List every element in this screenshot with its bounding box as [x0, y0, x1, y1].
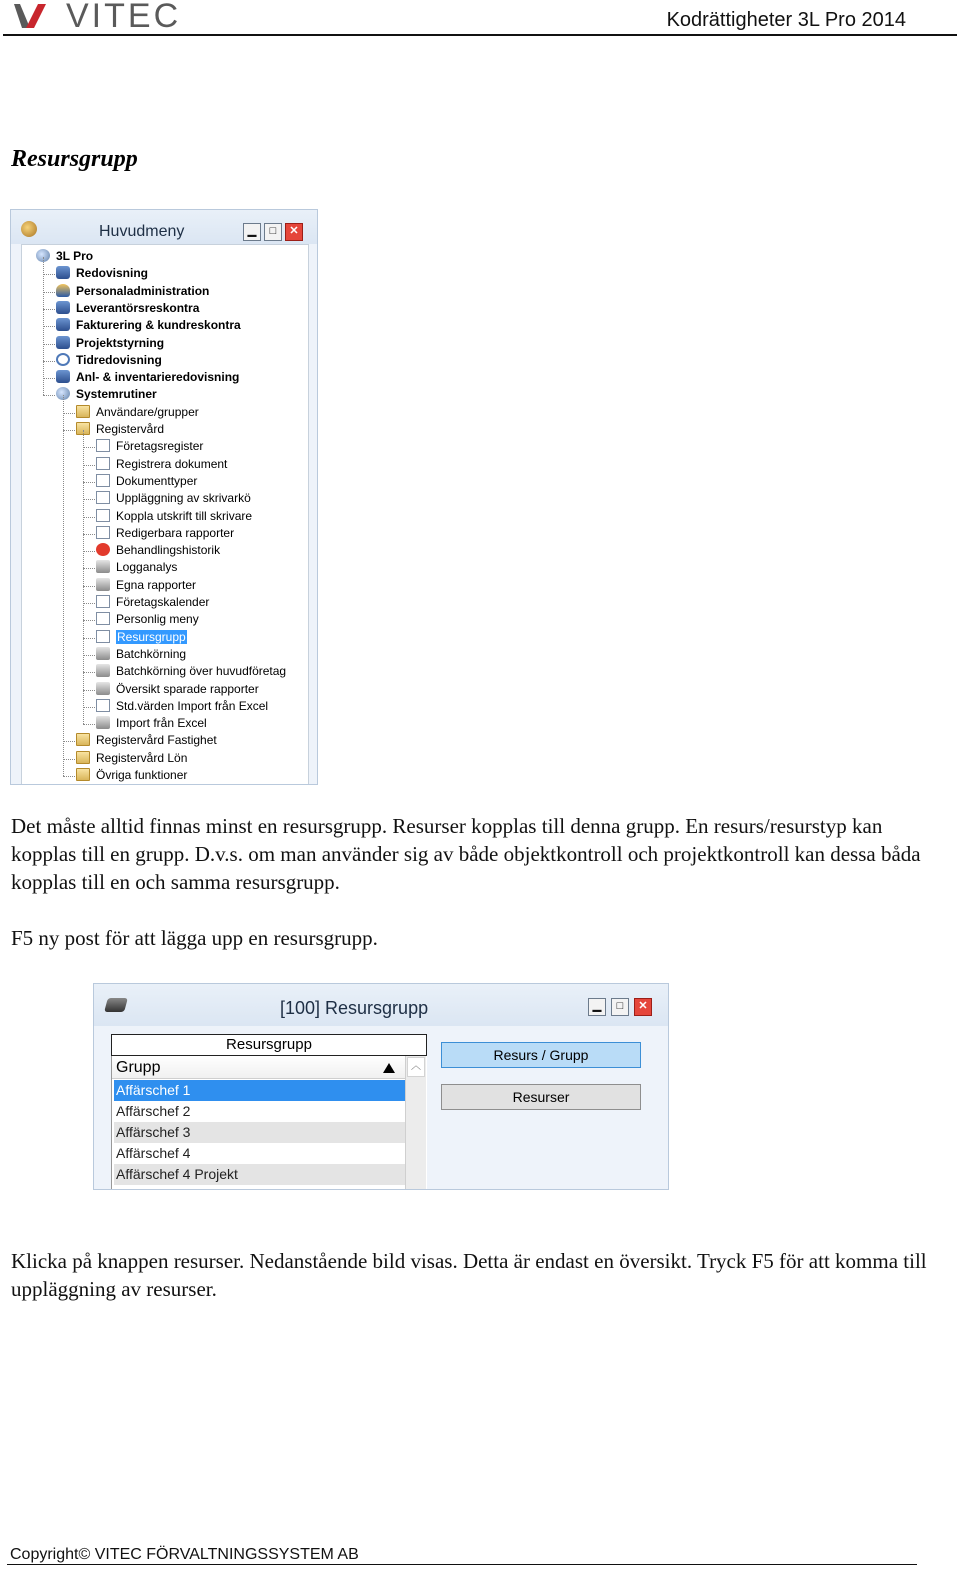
close-button[interactable]: ✕ [634, 998, 652, 1016]
tree-item[interactable] [96, 629, 187, 646]
tree-item-label: Systemrutiner [76, 387, 157, 402]
tree-connector [63, 741, 75, 742]
printer-icon [96, 647, 110, 660]
printer-icon [96, 664, 110, 677]
tree-connector [83, 551, 95, 552]
tree-item[interactable] [96, 559, 177, 576]
doc-icon [96, 509, 110, 522]
tree-connector [83, 499, 95, 500]
tree-item[interactable] [96, 594, 209, 611]
tree-connector [83, 482, 95, 483]
maximize-button[interactable]: □ [611, 998, 629, 1016]
tree-item-label: Personlig meny [116, 612, 199, 627]
project-icon [56, 336, 70, 349]
doc-icon [96, 439, 110, 452]
customers-icon [56, 318, 70, 331]
tree-item-label: Batchkörning över huvudföretag [116, 664, 287, 679]
group-row[interactable]: Affärschef 1 [114, 1080, 405, 1101]
tree-item[interactable] [96, 542, 220, 559]
tree-connector [83, 465, 95, 466]
minimize-button[interactable]: ▁ [243, 223, 261, 241]
resursgrupp-window [93, 983, 669, 1190]
tree-item[interactable] [96, 681, 259, 698]
folder-icon [76, 733, 90, 746]
ledger-icon [56, 266, 70, 279]
tree-item-label: Egna rapporter [116, 577, 197, 592]
doc-icon [96, 612, 110, 625]
tree-item-label: Registrera dokument [116, 456, 228, 471]
tree-item[interactable] [96, 473, 197, 490]
paragraph-resurser: Klicka på knappen resurser. Nedanstående bild visas. Detta är endast en översikt. Tryck F5 för att komma till uppläggning av resurser. [11, 1249, 927, 1301]
tree-connector [63, 413, 75, 414]
tree-folder[interactable] [76, 404, 199, 421]
tree-module[interactable] [56, 335, 164, 352]
tree-item[interactable] [96, 698, 268, 715]
tree-module[interactable] [56, 300, 199, 317]
tree-folder[interactable] [76, 767, 187, 784]
section-title: Resursgrupp [11, 146, 138, 172]
sort-ascending-icon [383, 1063, 395, 1073]
minimize-button[interactable]: ▁ [588, 998, 606, 1016]
tree-item-label: Redovisning [76, 266, 149, 281]
supplier-icon [56, 301, 70, 314]
person-icon [56, 284, 70, 297]
tree-folder[interactable] [76, 732, 217, 749]
group-row[interactable]: Affärschef 4 [116, 1145, 191, 1161]
resurser-button[interactable]: Resurser [441, 1084, 641, 1110]
tree-connector [83, 690, 95, 691]
tree-item[interactable] [96, 663, 286, 680]
window-title: [100] Resursgrupp [280, 998, 429, 1018]
tree-connector [83, 517, 95, 518]
tree-item-label: Användare/grupper [96, 404, 199, 419]
doc-icon [96, 474, 110, 487]
tree-connector [43, 292, 55, 293]
tree-item[interactable] [96, 490, 251, 507]
tree-item-label: Företagskalender [116, 595, 210, 609]
tree-item-label: Behandlingshistorik [116, 543, 221, 558]
doc-icon [96, 457, 110, 470]
window-title: Huvudmeny [99, 223, 185, 240]
tree-item-label: Redigerbara rapporter [116, 525, 235, 540]
maximize-button[interactable]: □ [264, 223, 282, 241]
tree-item[interactable] [96, 646, 186, 663]
tree-item[interactable] [96, 577, 196, 594]
vertical-scrollbar[interactable] [405, 1056, 426, 1190]
printer-icon [96, 682, 110, 695]
doc-icon [96, 630, 110, 643]
tree-connector [83, 707, 95, 708]
tree-connector [83, 568, 95, 569]
vitec-logo [12, 0, 212, 32]
tree-item-label: Leverantörsreskontra [76, 300, 200, 315]
window-titlebar[interactable] [94, 984, 668, 1026]
tree-item-label: Tidredovisning [76, 352, 162, 367]
tree-item-label: Registervård Lön [96, 750, 188, 765]
tree-module[interactable] [56, 369, 239, 386]
app-icon [21, 221, 37, 237]
tree-item[interactable] [96, 456, 227, 473]
tree-item-label: Import från Excel [116, 716, 207, 731]
column-header-grupp[interactable] [112, 1056, 405, 1079]
group-row[interactable]: Affärschef 4 Projekt [114, 1164, 405, 1185]
tree-connector [83, 655, 95, 656]
close-button[interactable]: ✕ [285, 223, 303, 241]
app-icon [104, 998, 128, 1012]
tree-item-label: Batchkörning [116, 646, 187, 661]
tree-connector [43, 309, 55, 310]
header-divider [3, 34, 957, 36]
tree-item-label: Dokumenttyper [116, 473, 198, 488]
tree-module[interactable] [56, 352, 162, 369]
footer-copyright: Copyright© VITEC FÖRVALTNINGSSYSTEM AB [10, 1546, 359, 1563]
doc-icon [96, 491, 110, 504]
doc-icon [96, 699, 110, 712]
tree-root[interactable] [36, 248, 93, 265]
tree-connector [63, 395, 64, 776]
group-row[interactable]: Affärschef 2 [116, 1103, 191, 1119]
clock-icon [56, 353, 70, 366]
tree-item-label: Registervård [96, 422, 165, 436]
tree-item-label: Registervård Fastighet [96, 733, 217, 748]
page-header [0, 0, 960, 38]
tree-item-label: Företagsregister [116, 439, 204, 454]
tree-item-label: Projektstyrning [76, 335, 165, 350]
footer-divider [7, 1564, 917, 1565]
assets-icon [56, 370, 70, 383]
tree-item-label: Övriga funktioner [96, 768, 188, 782]
resurs-grupp-button[interactable]: Resurs / Grupp [441, 1042, 641, 1068]
tree-item-label: Anl- & inventarieredovisning [76, 370, 240, 385]
scroll-up-arrow-icon[interactable]: ︿ [407, 1057, 425, 1077]
tree-connector [83, 724, 95, 725]
tree-connector [43, 326, 55, 327]
tree-item[interactable] [96, 508, 252, 525]
tree-item-label: Personaladministration [76, 283, 210, 298]
tree-module[interactable] [56, 283, 209, 300]
tree-connector [83, 430, 84, 724]
tree-item-label: Fakturering & kundreskontra [76, 318, 241, 333]
tree-item-label: Uppläggning av skrivarkö [116, 491, 251, 506]
group-row[interactable]: Affärschef 3 [114, 1122, 405, 1143]
tree-item-label: Logganalys [116, 560, 178, 575]
paragraph-f5: F5 ny post för att lägga upp en resursgrupp. [11, 926, 378, 950]
tree-connector [83, 534, 95, 535]
doc-icon [96, 526, 110, 539]
folder-icon [76, 768, 90, 781]
menu-tree [21, 244, 309, 785]
tree-connector [43, 395, 55, 396]
tree-connector [43, 274, 55, 275]
tree-connector [83, 620, 95, 621]
folder-icon [76, 405, 90, 418]
printer-icon [96, 578, 110, 591]
tree-item[interactable] [96, 715, 207, 732]
tree-item[interactable] [96, 525, 234, 542]
tree-connector [83, 447, 95, 448]
tree-connector [83, 638, 95, 639]
paragraph-intro: Det måste alltid finnas minst en resursgrupp. Resurser kopplas till denna grupp. En resurs/resurstyp kan kopplas till en grupp. D.v.s. om man använder sig av både objektkontroll och projektkontroll kan dessa båda kopplas till en och samma resursgrupp. [11, 814, 921, 894]
column-header-label: Grupp [116, 1059, 161, 1076]
tree-item-label: Översikt sparade rapporter [116, 681, 259, 696]
tree-item-label: 3L Pro [56, 249, 94, 263]
printer-icon [96, 716, 110, 729]
tree-item-label: Koppla utskrift till skrivare [116, 508, 253, 523]
tree-connector [83, 672, 95, 673]
tree-folder[interactable] [76, 421, 164, 438]
tree-connector [43, 344, 55, 345]
stop-icon [96, 543, 110, 556]
tree-module[interactable] [56, 386, 157, 403]
tree-connector [83, 603, 95, 604]
svg-text:VITEC: VITEC [66, 0, 182, 32]
document-title: Kodrättigheter 3L Pro 2014 [666, 9, 906, 31]
tree-connector [43, 361, 55, 362]
tree-item[interactable] [96, 611, 199, 628]
tree-connector [63, 430, 75, 431]
tree-module[interactable] [56, 317, 241, 334]
tree-connector [43, 378, 55, 379]
group-list[interactable] [111, 1056, 427, 1190]
tree-connector [63, 776, 75, 777]
window-titlebar[interactable] [11, 210, 317, 244]
tree-item-label: Std.värden Import från Excel [116, 698, 269, 713]
huvudmeny-window [10, 209, 318, 785]
doc-icon [96, 595, 110, 608]
tree-connector [63, 759, 75, 760]
tree-connector [83, 586, 95, 587]
list-caption: Resursgrupp [111, 1034, 427, 1056]
tree-folder[interactable] [76, 750, 187, 767]
tree-item-label: Resursgrupp [117, 629, 186, 644]
printer-icon [96, 560, 110, 573]
folder-icon [76, 751, 90, 764]
tree-item[interactable] [96, 438, 203, 455]
tree-module[interactable] [56, 265, 148, 282]
